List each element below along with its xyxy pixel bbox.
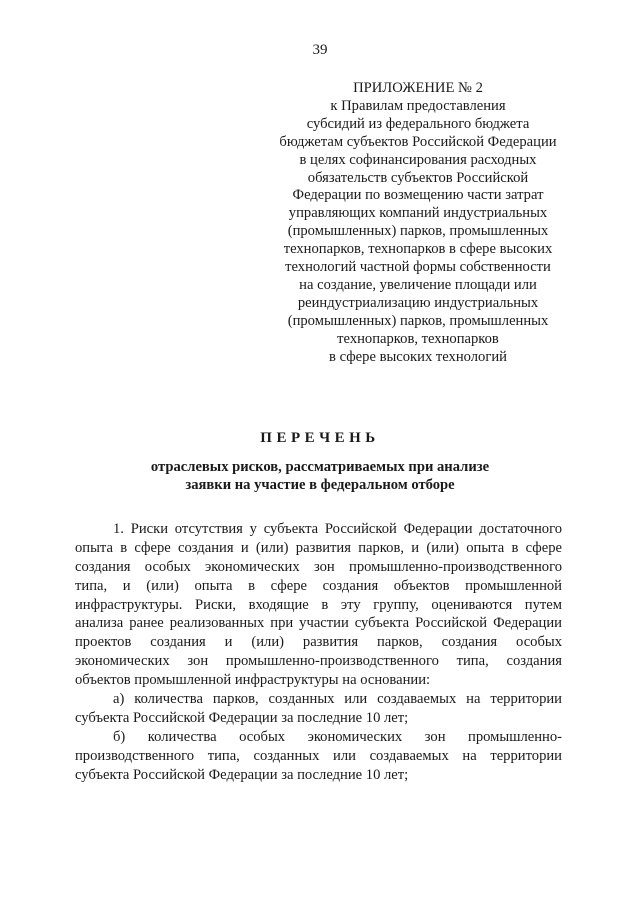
body-line: субъекта Российской Федерации за последние 10 лет; [75, 709, 409, 726]
appendix-line: технологий частной формы собственности [285, 259, 551, 276]
body-line: создания особых экономических зон промышленно-производственного [75, 558, 562, 575]
body-line: субъекта Российской Федерации за последние 10 лет; [75, 766, 409, 783]
appendix-line: в сфере высоких технологий [329, 348, 507, 365]
appendix-line: обязательств субъектов Российской [307, 169, 529, 186]
subtitle-line: отраслевых рисков, рассматриваемых при анализе [150, 459, 490, 475]
appendix-line: управляющих компаний индустриальных [288, 205, 548, 222]
appendix-line: ПРИЛОЖЕНИЕ № 2 [353, 80, 483, 96]
body-line: 1. Риски отсутствия у субъекта Российской Федерации достаточного [113, 521, 562, 537]
document-title: ПЕРЕЧЕНЬ [260, 430, 380, 446]
appendix-header [260, 80, 576, 367]
appendix-line: к Правилам предоставления [330, 97, 506, 114]
appendix-line: Федерации по возмещению части затрат [292, 187, 544, 204]
body-line: анализа ранее реализованных при участии субъекта Российской Федерации [75, 615, 562, 632]
appendix-line: в целях софинансирования расходных [299, 151, 537, 168]
body-line: а) количества парков, созданных или создаваемых на территории [113, 691, 562, 708]
body-line: экономических зон промышленно-производственного типа, создания [75, 653, 562, 670]
body-line: типа, и (или) опыта в сфере создания объектов промышленной [75, 577, 562, 594]
appendix-line: бюджетам субъектов Российской Федерации [279, 133, 557, 150]
body-line: производственного типа, созданных или создаваемых на территории [75, 747, 562, 764]
document-body [75, 520, 562, 784]
appendix-line: субсидий из федерального бюджета [306, 115, 530, 132]
body-line: б) количества особых экономических зон промышленно- [113, 728, 562, 745]
appendix-line: технопарков, технопарков в сфере высоких [283, 241, 553, 258]
body-line: проектов создания и (или) развития парков, создания особых [75, 634, 562, 651]
subtitle-line: заявки на участие в федеральном отборе [185, 477, 455, 493]
appendix-line: технопарков, технопарков [337, 330, 499, 347]
body-line: инфраструктуры. Риски, входящие в эту группу, оцениваются путем [75, 596, 562, 613]
appendix-line: реиндустриализацию индустриальных [297, 294, 539, 311]
document-subtitle [0, 458, 640, 494]
appendix-line: на создание, увеличение площади или [299, 276, 537, 293]
body-line: объектов промышленной инфраструктуры на основании: [75, 672, 431, 689]
page-number: 39 [312, 42, 328, 58]
appendix-line: (промышленных) парков, промышленных [287, 312, 549, 329]
body-line: опыта в сфере создания и (или) развития парков, и (или) опыта в сфере [75, 539, 562, 556]
appendix-line: (промышленных) парков, промышленных [287, 223, 549, 240]
